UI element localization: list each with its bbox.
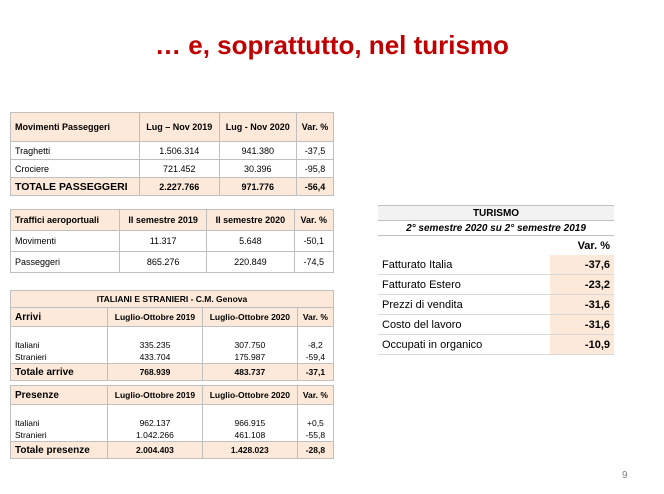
turismo-var-header: Var. % xyxy=(577,239,610,252)
row-value-2020: 966.915 xyxy=(202,417,297,429)
total-var: -56,4 xyxy=(297,178,334,196)
total-2020: 971.776 xyxy=(219,178,296,196)
row-label: Italiani xyxy=(11,339,108,351)
row-label: Stranieri xyxy=(11,429,108,442)
total-2020: 1.428.023 xyxy=(202,442,297,459)
passengers-header-label: Movimenti Passeggeri xyxy=(11,113,140,142)
total-row xyxy=(11,178,334,196)
airport-table xyxy=(10,209,334,273)
total-label: Totale presenze xyxy=(11,442,108,459)
row-label: Movimenti xyxy=(11,231,120,252)
arrivals-header-2020: Luglio-Ottobre 2020 xyxy=(202,308,297,327)
row-var: -31,6 xyxy=(550,295,614,315)
total-var: -28,8 xyxy=(297,442,333,459)
total-2019: 768.939 xyxy=(108,364,203,381)
presences-header-var: Var. % xyxy=(297,386,333,405)
turismo-subtitle: 2° semestre 2020 su 2° semestre 2019 xyxy=(378,221,614,236)
turismo-title: TURISMO xyxy=(378,206,614,221)
row-value-2019: 962.137 xyxy=(108,417,203,429)
table-row xyxy=(11,429,334,442)
table-row xyxy=(11,339,334,351)
table-row xyxy=(378,315,614,335)
row-value-2020: 30.396 xyxy=(219,160,296,178)
row-var: -31,6 xyxy=(550,315,614,335)
row-label: Crociere xyxy=(11,160,140,178)
row-value-2020: 220.849 xyxy=(207,252,294,273)
arrivals-header-label: Arrivi xyxy=(11,308,108,327)
total-row xyxy=(11,364,334,381)
total-2020: 483.737 xyxy=(202,364,297,381)
table-row xyxy=(378,255,614,275)
row-value-2019: 1.042.266 xyxy=(108,429,203,442)
row-var: -74,5 xyxy=(294,252,333,273)
row-value-2019: 721.452 xyxy=(140,160,220,178)
row-var: -50,1 xyxy=(294,231,333,252)
table-row xyxy=(378,295,614,315)
row-label: Traghetti xyxy=(11,142,140,160)
table-row xyxy=(11,142,334,160)
row-label: Occupati in organico xyxy=(378,335,550,355)
row-var: -37,5 xyxy=(297,142,334,160)
row-value-2020: 941.380 xyxy=(219,142,296,160)
total-2019: 2.227.766 xyxy=(140,178,220,196)
table-row xyxy=(11,160,334,178)
row-label: Italiani xyxy=(11,417,108,429)
row-var: -8,2 xyxy=(297,339,333,351)
arrivals-header-var: Var. % xyxy=(297,308,333,327)
airport-header-2019: II semestre 2019 xyxy=(120,210,207,231)
total-label: TOTALE PASSEGGERI xyxy=(11,178,140,196)
passengers-header-2020: Lug - Nov 2020 xyxy=(219,113,296,142)
row-value-2020: 5.648 xyxy=(207,231,294,252)
total-2019: 2.004.403 xyxy=(108,442,203,459)
total-var: -37,1 xyxy=(297,364,333,381)
row-var: -23,2 xyxy=(550,275,614,295)
row-label: Fatturato Italia xyxy=(378,255,550,275)
row-var: -55,8 xyxy=(297,429,333,442)
passengers-header-2019: Lug – Nov 2019 xyxy=(140,113,220,142)
row-var: +0,5 xyxy=(297,417,333,429)
row-value-2019: 11.317 xyxy=(120,231,207,252)
row-label: Prezzi di vendita xyxy=(378,295,550,315)
airport-header-label: Traffici aeroportuali xyxy=(11,210,120,231)
airport-header-2020: II semestre 2020 xyxy=(207,210,294,231)
row-value-2019: 433.704 xyxy=(108,351,203,364)
page-title: … e, soprattutto, nel turismo xyxy=(155,30,509,60)
genova-tourism-table xyxy=(10,290,334,459)
table-row xyxy=(11,231,334,252)
total-label: Totale arrive xyxy=(11,364,108,381)
table-row xyxy=(378,335,614,355)
table-row xyxy=(11,252,334,273)
row-value-2019: 1.506.314 xyxy=(140,142,220,160)
row-var: -95,8 xyxy=(297,160,334,178)
presences-header-2019: Luglio-Ottobre 2019 xyxy=(108,386,203,405)
table-row xyxy=(378,275,614,295)
genova-table-title: ITALIANI E STRANIERI - C.M. Genova xyxy=(11,291,334,308)
presences-header-2020: Luglio-Ottobre 2020 xyxy=(202,386,297,405)
row-value-2019: 335.235 xyxy=(108,339,203,351)
passengers-table xyxy=(10,112,334,196)
arrivals-header-2019: Luglio-Ottobre 2019 xyxy=(108,308,203,327)
page-number: 9 xyxy=(622,470,628,481)
row-value-2020: 461.108 xyxy=(202,429,297,442)
table-row xyxy=(11,351,334,364)
row-value-2019: 865.276 xyxy=(120,252,207,273)
row-label: Costo del lavoro xyxy=(378,315,550,335)
row-var: -37,6 xyxy=(550,255,614,275)
table-row xyxy=(11,417,334,429)
row-value-2020: 307.750 xyxy=(202,339,297,351)
row-label: Passeggeri xyxy=(11,252,120,273)
passengers-header-var: Var. % xyxy=(297,113,334,142)
row-label: Fatturato Estero xyxy=(378,275,550,295)
row-var: -10,9 xyxy=(550,335,614,355)
row-var: -59,4 xyxy=(297,351,333,364)
total-row xyxy=(11,442,334,459)
presences-header-label: Presenze xyxy=(11,386,108,405)
airport-header-var: Var. % xyxy=(294,210,333,231)
turismo-table xyxy=(378,205,614,355)
row-label: Stranieri xyxy=(11,351,108,364)
row-value-2020: 175.987 xyxy=(202,351,297,364)
